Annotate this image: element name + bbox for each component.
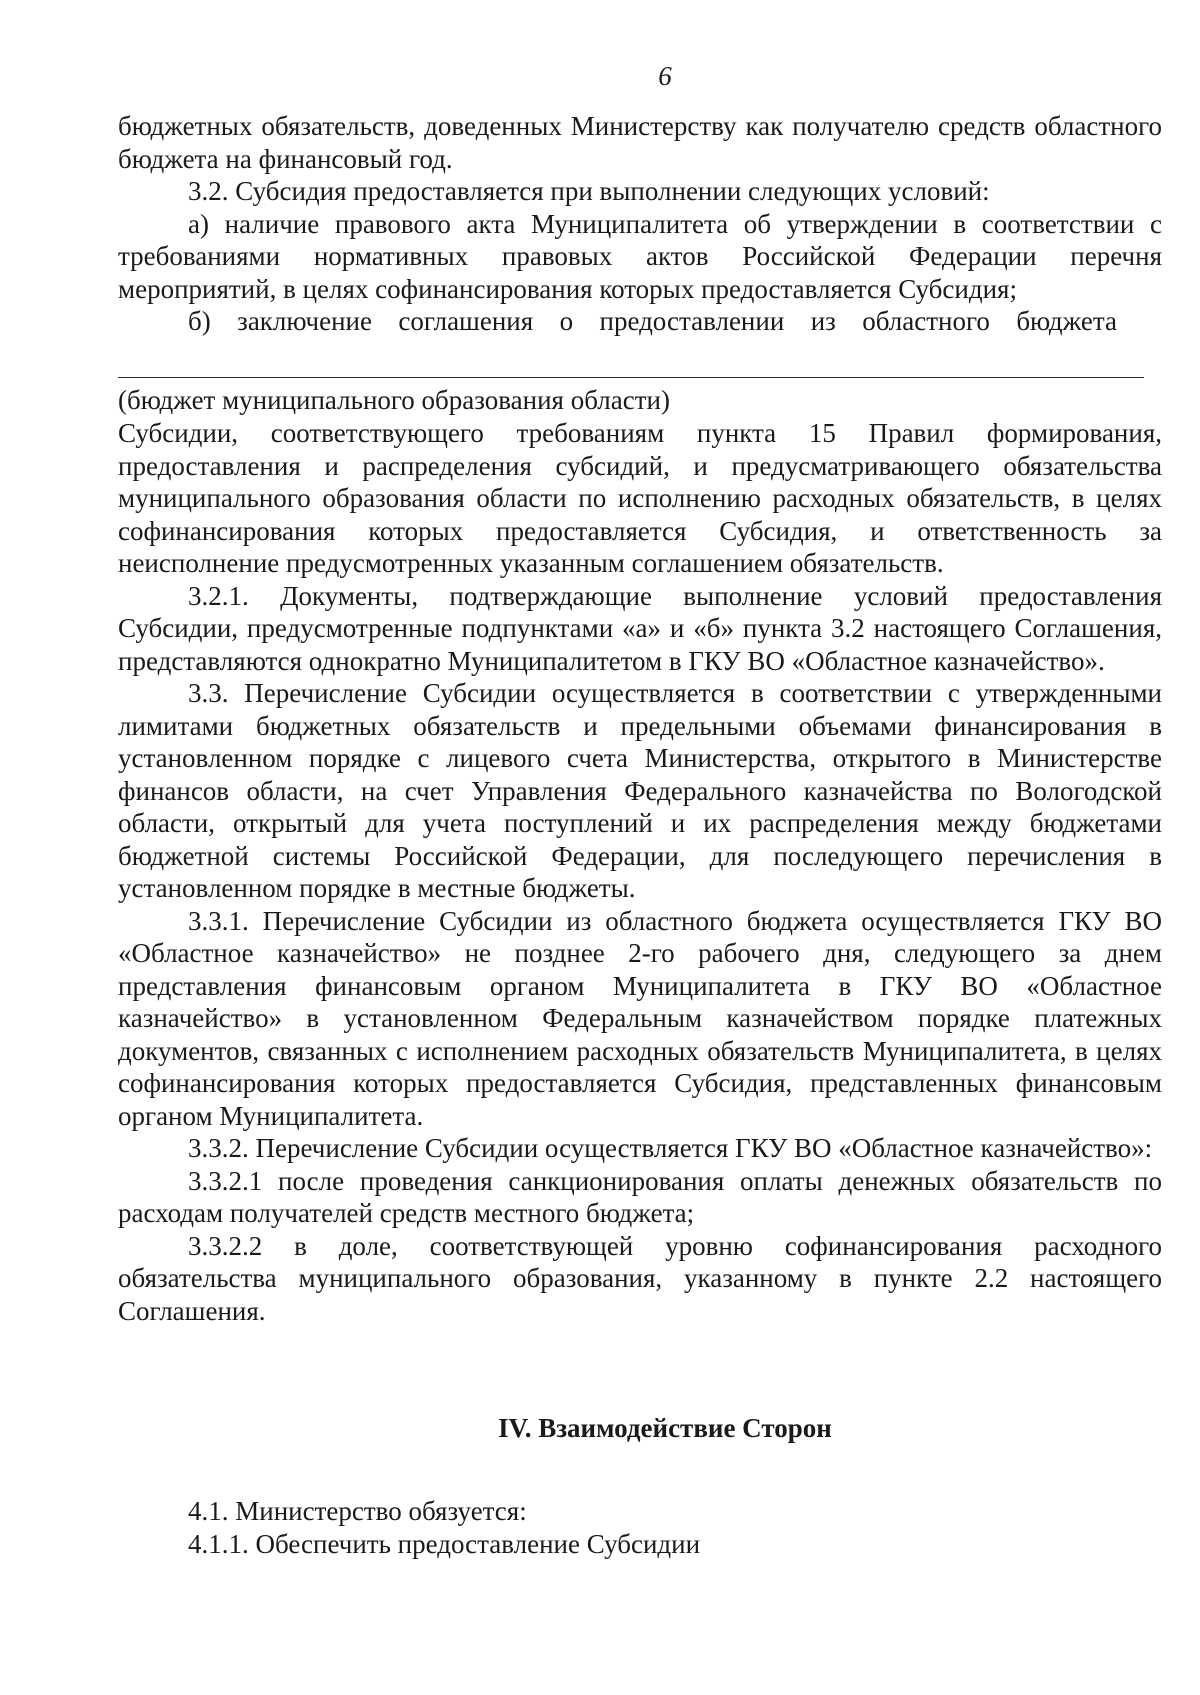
fill-in-line-caption: (бюджет муниципального образования области): [118, 385, 670, 415]
paragraph-continuation: бюджетных обязательств, доведенных Министерству как получателю средств областного бюджета на финансовый год.: [118, 111, 1162, 174]
paragraph-3-2-1: 3.2.1. Документы, подтверждающие выполнение условий предоставления Субсидии, предусмотренные подпунктами «а» и «б» пункта 3.2 настоящего Соглашения, представляются однократно Муниципалитетом в ГКУ ВО «Областное казначейство».: [118, 580, 1162, 676]
paragraph-4-1-1: 4.1.1. Обеспечить предоставление Субсидии: [188, 1529, 701, 1559]
main-text-block: [118, 417, 1162, 1327]
paragraph-3-3-2-1: 3.3.2.1 после проведения санкционирования оплаты денежных обязательств по расходам получателей средств местного бюджета;: [118, 1165, 1162, 1228]
paragraph-3-2-b-continuation: Субсидии, соответствующего требованиям пункта 15 Правил формирования, предоставления и распределения субсидий, и предусматривающего обязательства муниципального образования области по исполнению расходных обязательств, в целях софинансирования которых предоставляется Субсидия, и ответственность за неисполнение предусмотренных указанным соглашением обязательств.: [118, 418, 1162, 578]
page-number: 6: [658, 61, 672, 91]
paragraph-3-3-2: 3.3.2. Перечисление Субсидии осуществляется ГКУ ВО «Областное казначейство»:: [188, 1133, 1153, 1163]
paragraph-3-3-1: 3.3.1. Перечисление Субсидии из областного бюджета осуществляется ГКУ ВО «Областное казначейство» не позднее 2-го рабочего дня, следующего за днем представления финансовым органом Муниципалитета в ГКУ ВО «Областное казначейство» в установленном Федеральным казначейством порядке платежных документов, связанных с исполнением расходных обязательств Муниципалитета, в целях софинансирования которых предоставляется Субсидия, представленных финансовым органом Муниципалитета.: [118, 905, 1162, 1131]
paragraph-3-2-a: а) наличие правового акта Муниципалитета об утверждении в соответствии с требованиями нормативных правовых актов Российской Федерации перечня мероприятий, в целях софинансирования которых предоставляется Субсидия;: [118, 208, 1162, 304]
paragraph-3-2-b: б) заключение соглашения о предоставлении из областного бюджета: [188, 306, 1117, 336]
fill-in-line: [118, 377, 1144, 378]
paragraph-3-3-2-2: 3.3.2.2 в доле, соответствующей уровню софинансирования расходного обязательства муниципального образования, указанному в пункте 2.2 настоящего Соглашения.: [118, 1230, 1162, 1326]
paragraph-3-3: 3.3. Перечисление Субсидии осуществляется в соответствии с утвержденными лимитами бюджетных обязательств и предельными объемами финансирования в установленном порядке с лицевого счета Министерства, открытого в Министерстве финансов области, на счет Управления Федерального казначейства по Вологодской области, открытый для учета поступлений и их распределения между бюджетами бюджетной системы Российской Федерации, для последующего перечисления в установленном порядке в местные бюджеты.: [118, 678, 1162, 903]
paragraph-4-1: 4.1. Министерство обязуется:: [188, 1496, 527, 1526]
section-heading: IV. Взаимодействие Сторон: [498, 1413, 832, 1443]
paragraph-3-2: 3.2. Субсидия предоставляется при выполнении следующих условий:: [188, 176, 990, 206]
top-text-block: [118, 110, 1162, 338]
